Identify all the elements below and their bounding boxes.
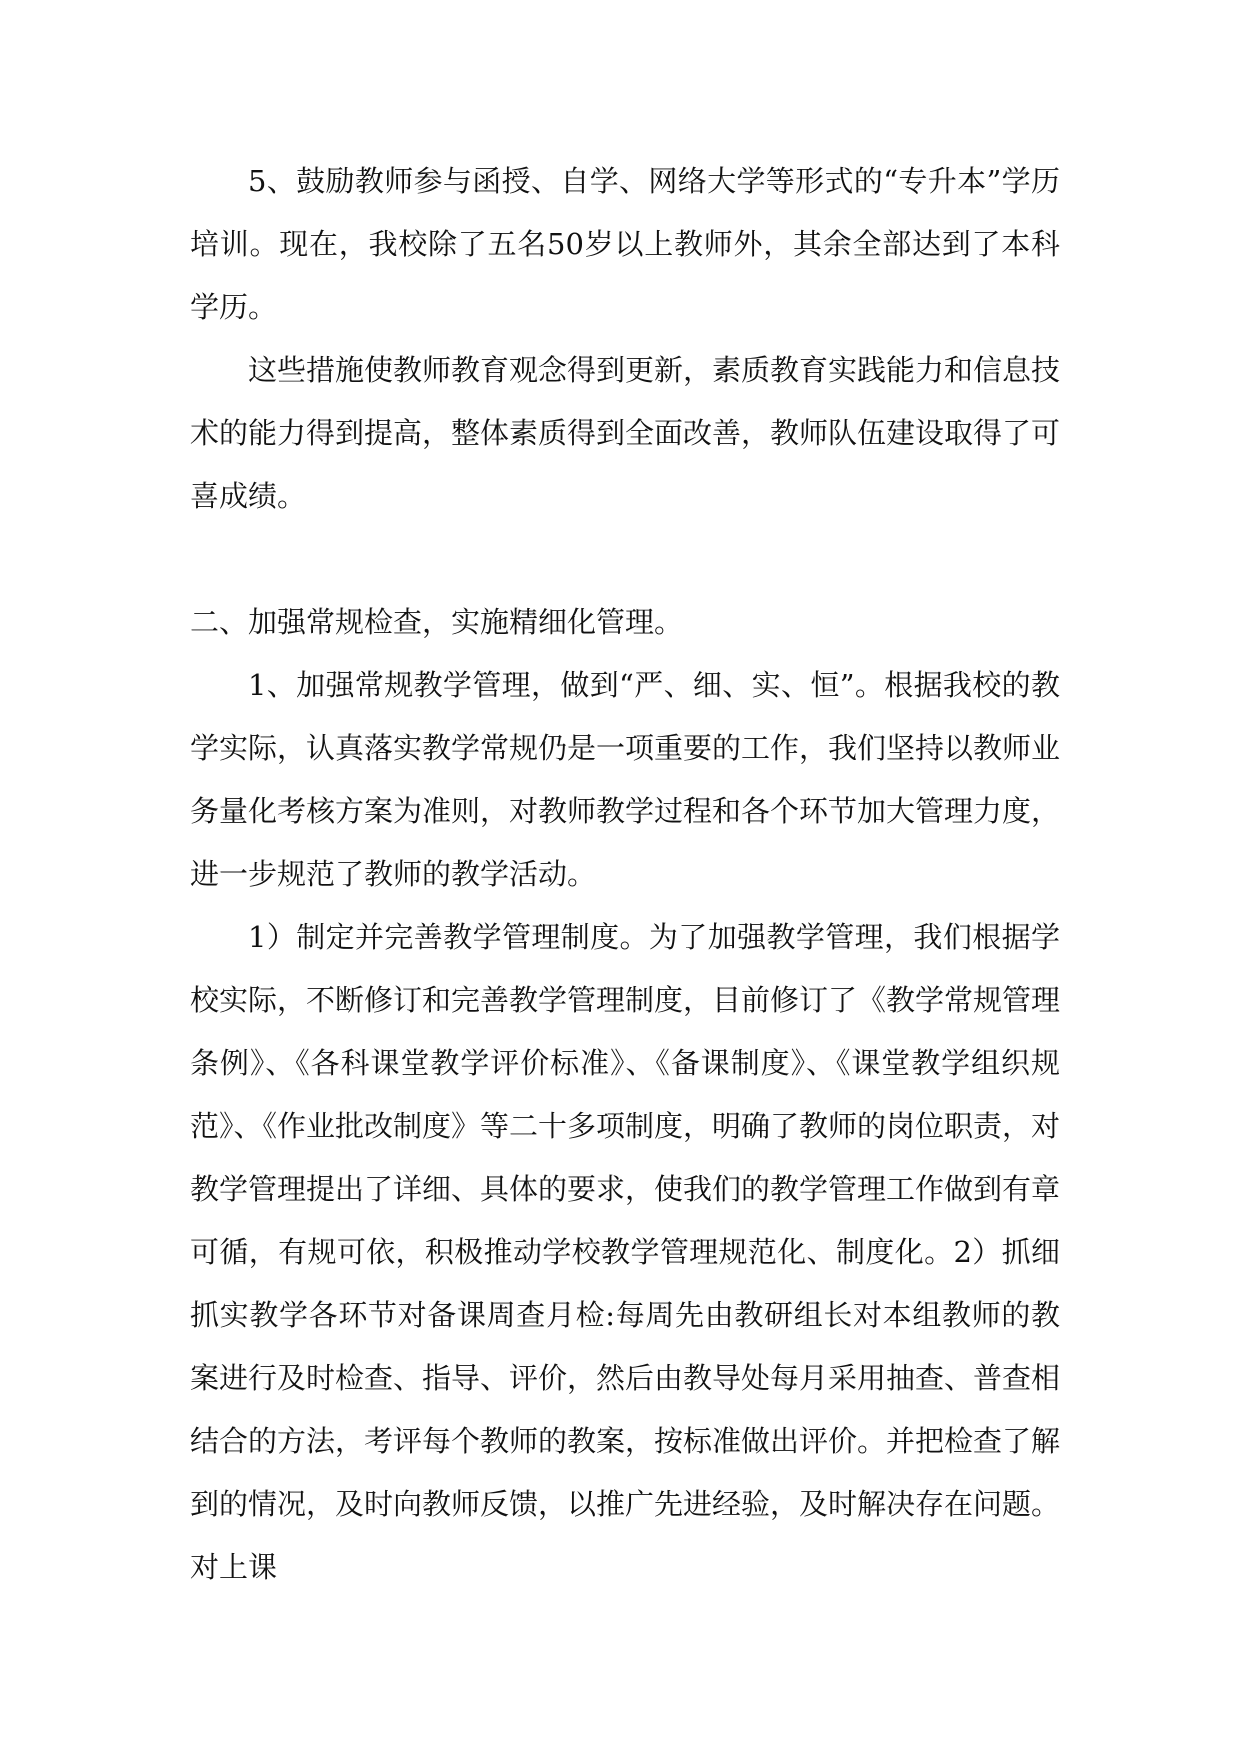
document-body xyxy=(190,150,1060,1599)
paragraph-routine-management: 1、加强常规教学管理，做到“严、细、实、恒”。根据我校的教学实际，认真落实教学常规仍是一项重要的工作，我们坚持以教师业务量化考核方案为准则，对教师教学过程和各个环节加大管理力度，进一步规范了教师的教学活动。 xyxy=(190,668,1061,891)
section-heading: 二、加强常规检查，实施精细化管理。 xyxy=(190,605,684,639)
paragraph-teacher-training: 5、鼓励教师参与函授、自学、网络大学等形式的“专升本”学历培训。现在，我校除了五名50岁以上教师外，其余全部达到了本科学历。 xyxy=(190,164,1060,324)
paragraph-spacer xyxy=(190,528,1060,591)
paragraph-measures-results: 这些措施使教师教育观念得到更新，素质教育实践能力和信息技术的能力得到提高，整体素质得到全面改善，教师队伍建设取得了可喜成绩。 xyxy=(190,353,1061,513)
paragraph-management-system: 1）制定并完善教学管理制度。为了加强教学管理，我们根据学校实际，不断修订和完善教学管理制度，目前修订了《教学常规管理条例》、《各科课堂教学评价标准》、《备课制度》、《课堂教学组织规范》、《作业批改制度》等二十多项制度，明确了教师的岗位职责，对教学管理提出了详细、具体的要求，使我们的教学管理工作做到有章可循，有规可依，积极推动学校教学管理规范化、制度化。2）抓细抓实教学各环节对备课周查月检:每周先由教研组长对本组教师的教案进行及时检查、指导、评价，然后由教导处每月采用抽查、普查相结合的方法，考评每个教师的教案，按标准做出评价。并把检查了解到的情况，及时向教师反馈，以推广先进经验，及时解决存在问题。对上课 xyxy=(190,920,1061,1584)
